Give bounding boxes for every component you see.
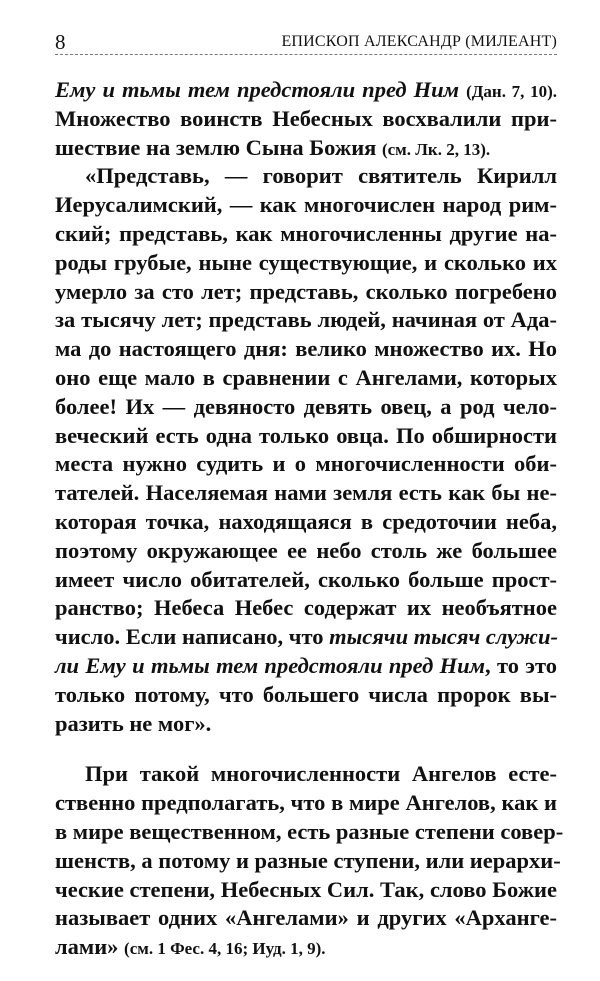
text-line: [55, 681, 557, 710]
paragraph: [55, 162, 557, 738]
text-segment: число. Если написано, что: [55, 624, 330, 650]
text-line: [55, 933, 557, 962]
text-line: [55, 105, 557, 134]
text-segment: разить не мог».: [55, 710, 212, 736]
text-line: [55, 537, 557, 566]
text-line: [55, 760, 557, 789]
text-segment: оно еще мало в сравнении с Ангелами, которых: [55, 364, 557, 390]
text-segment: за тысячу лет; представь людей, начиная от Ада-: [55, 307, 557, 333]
text-line: [55, 162, 557, 191]
text-line: [55, 710, 557, 739]
text-line: [55, 335, 557, 364]
text-segment: ческие степени, Небесных Сил. Так, слово Божие: [55, 876, 557, 902]
text-line: [55, 508, 557, 537]
text-line: [55, 450, 557, 479]
text-segment: веческий есть одна только овца. По обширности: [55, 422, 557, 448]
scripture-reference: (см. Лк. 2, 13).: [381, 139, 491, 159]
running-title: ЕПИСКОП АЛЕКСАНДР (МИЛЕАНТ): [281, 33, 557, 50]
text-line: [55, 789, 557, 818]
text-segment: поэтому окружающее ее небо столь же большее: [55, 537, 557, 563]
text-segment: более! Их — девяносто девять овец, а род чело-: [55, 393, 557, 419]
text-line: [55, 818, 564, 847]
scripture-reference: (см. 1 Фес. 4, 16; Иуд. 1, 9).: [124, 939, 326, 959]
text-line: [55, 904, 557, 933]
text-line: [55, 364, 557, 393]
italic-quote: ли Ему и тьмы тем предстояли пред Ним: [55, 652, 485, 678]
text-segment: ранство; Небеса Небес содержат их необъятное: [55, 595, 557, 621]
text-segment: только потому, что большего числа пророк вы-: [55, 681, 557, 707]
text-line: [55, 847, 561, 876]
text-line: [55, 220, 557, 249]
text-segment: роды грубые, ныне существующие, и сколько их: [55, 249, 557, 275]
text-line: [55, 393, 557, 422]
text-line: [55, 566, 557, 595]
text-line: [55, 422, 557, 451]
running-header: [55, 30, 557, 55]
text-line: [55, 76, 557, 105]
text-segment: ственно предполагать, что в мире Ангелов, как и: [55, 790, 557, 816]
scripture-reference: (Дан. 7, 10).: [466, 82, 557, 101]
paragraph-gap: [55, 738, 557, 760]
text-segment: , то это: [485, 652, 557, 678]
text-line: [55, 278, 557, 307]
paragraph: [55, 76, 557, 162]
page-body: [55, 76, 564, 962]
text-segment: тателей. Населяемая нами земля есть как бы не-: [55, 480, 557, 506]
text-line: [55, 249, 557, 278]
paragraph: [55, 760, 564, 962]
text-segment: лами»: [55, 934, 125, 960]
text-line: [55, 623, 557, 652]
text-line: [55, 479, 557, 508]
text-segment: При такой многочисленности Ангелов есте-: [85, 761, 557, 787]
text-segment: ский; представь, как многочисленны другие на-: [55, 220, 557, 246]
text-line: [55, 306, 557, 335]
text-line: [55, 876, 557, 905]
text-segment: Иерусалимский, — как многочислен народ рим-: [55, 192, 557, 218]
text-segment: шествие на землю Сына Божия: [55, 134, 382, 160]
text-segment: имеет число обитателей, сколько больше прост-: [55, 566, 557, 592]
text-line: [55, 191, 557, 220]
text-line: [55, 652, 557, 681]
text-segment: которая точка, находящаяся в средоточии неба,: [55, 508, 557, 534]
text-segment: называет одних «Ангелами» и других «Арханге-: [55, 905, 557, 931]
text-line: [55, 134, 557, 163]
italic-quote: Ему и тьмы тем предстояли пред Ним: [55, 77, 467, 102]
text-segment: «Представь, — говорит святитель Кирилл: [85, 163, 557, 189]
page-number: 8: [55, 30, 66, 54]
text-line: [55, 594, 557, 623]
italic-quote: тысячи тысяч служи-: [329, 624, 558, 650]
text-segment: места нужно судить и о многочисленности оби-: [55, 451, 557, 477]
text-segment: Множество воинств Небесных восхвалили при-: [55, 105, 557, 131]
text-segment: ма до настоящего дня: велико множество их. Но: [55, 336, 557, 362]
text-segment: шенств, а потому и разные ступени, или иерархи-: [55, 847, 561, 873]
text-segment: в мире вещественном, есть разные степени совер-: [55, 818, 564, 844]
text-segment: умерло за сто лет; представь, сколько погребено: [55, 278, 557, 304]
